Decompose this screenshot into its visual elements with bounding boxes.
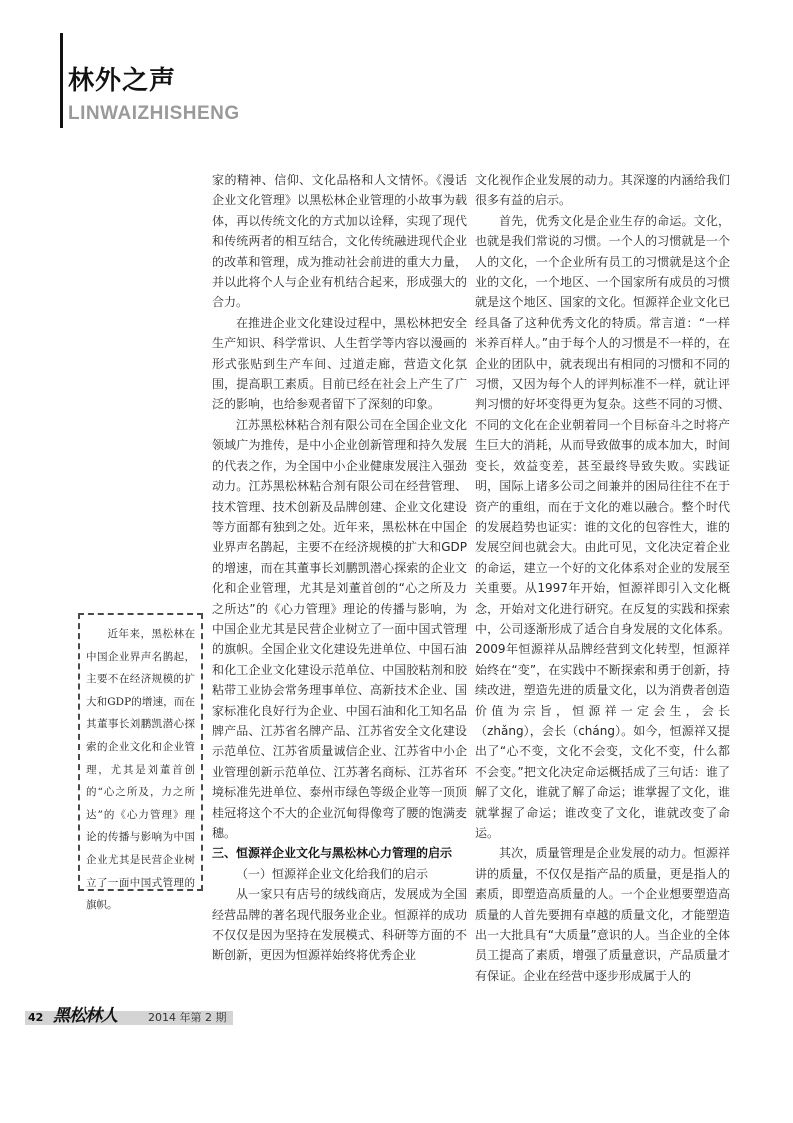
section-heading: 三、恒源祥企业文化与黑松林心力管理的启示 (212, 846, 453, 861)
page-number: 42 (28, 1011, 44, 1024)
section-subtitle: LINWAIZHISHENG (68, 103, 240, 124)
paragraph: 从一家只有店号的绒线商店，发展成为全国经营品牌的著名现代服务业企业。恒源祥的成功不仅仅是因为坚持在发展模式、科研等方面的不断创新，更因为恒源祥始终将优秀企业 (212, 887, 467, 963)
pull-quote (78, 613, 203, 912)
pull-quote-text: 近年来，黑松林在中国企业界声名鹊起，主要不在经济规模的扩大和GDP的增速，而在其董事长刘鹏凯潜心探索的企业文化和企业管理，尤其是刘董首创的“心之所及，力之所达”的《心力管理》理论的传播与影响为中国企业尤其是民营企业树立了一面中国式管理的旗帜。 (86, 628, 195, 912)
paragraph: 在推进企业文化建设过程中，黑松林把安全生产知识、科学常识、人生哲学等内容以漫画的形式张贴到生产车间、过道走廊，营造文化氛围，提高职工素质。目前已经在社会上产生了广泛的影响，也给参观者留下了深刻的印象。 (212, 315, 467, 412)
paragraph: 其次，质量管理是企业发展的动力。恒源祥讲的质量，不仅仅是指产品的质量，更是指人的素质，即塑造高质量的人。一个企业想要塑造高质量的人首先要拥有卓越的质量文化，才能塑造出一大批具有“大质量”意识的人。当企业的全体员工提高了素质，增强了质量意识，产品质量才有保证。企业在经营中逐步形成属于人的 (475, 846, 730, 983)
subsection-heading: （一）恒源祥企业文化给我们的启示 (236, 866, 429, 881)
article-column-left (212, 170, 467, 985)
article-column-right (475, 170, 730, 985)
paragraph: 文化视作企业发展的动力。其深邃的内涵给我们很多有益的启示。 (475, 173, 730, 208)
paragraph: 江苏黑松林粘合剂有限公司在全国企业文化领域广为推传，是中小企业创新管理和持久发展的代表之作，为全国中小企业健康发展注入强劲动力。江苏黑松林粘合剂有限公司在经营管理、技术管理、技术创新及品牌创建、企业文化建设等方面都有独到之处。近年来，黑松林在中国企业界声名鹊起，主要不在经济规模的扩大和GDP的增速，而在其董事长刘鹏凯潜心探索的企业文化和企业管理，尤其是刘董首创的“心之所及力之所达”的《心力管理》理论的传播与影响，为中国企业尤其是民营企业树立了一面中国式管理的旗帜。全国企业文化建设先进单位、中国石油和化工企业文化建设示范单位、中国胶粘剂和胶粘带工业协会常务理事单位、高新技术企业、国家标准化良好行为企业、中国石油和化工知名品牌产品、江苏省名牌产品、江苏省安全文化建设示范单位、江苏省质量诚信企业、江苏省中小企业管理创新示范单位、江苏著名商标、江苏省环境标准先进单位、泰州市绿色等级企业等一顶顶桂冠将这个不大的企业沉甸得像弯了腰的饱满麦穗。 (212, 417, 467, 840)
magazine-logo: 黑松林人 (53, 1006, 117, 1026)
section-header-bar (60, 33, 63, 128)
issue-label: 2014 年第 2 期 (148, 1011, 227, 1024)
paragraph: 首先，优秀文化是企业生存的命运。文化，也就是我们常说的习惯。一个人的习惯就是一个人的文化，一个企业所有员工的习惯就是这个企业的文化，一个地区、一个国家所有成员的习惯就是这个地区、国家的文化。恒源祥企业文化已经具备了这种优秀文化的特质。常言道：“一样米养百样人。”由于每个人的习惯是不一样的，在企业的团队中，就表现出有相同的习惯和不同的习惯，又因为每个人的评判标准不一样，就让评判习惯的好坏变得更为复杂。这些不同的习惯、不同的文化在企业朝着同一个目标奋斗之时将产生巨大的消耗，从而导致做事的成本加大，时间变长，效益变差，甚至最终导致失败。实践证明，国际上诸多公司之间兼并的困局往往不在于资产的重组，而在于文化的难以融合。整个时代的发展趋势也证实：谁的文化的包容性大，谁的发展空间也就会大。由此可见，文化决定着企业的命运，建立一个好的文化体系对企业的发展至关重要。从1997年开始，恒源祥即引入文化概念，开始对文化进行研究。在反复的实践和探索中，公司逐渐形成了适合自身发展的文化体系。2009年恒源祥从品牌经营到文化转型，恒源祥始终在“变”，在实践中不断探索和勇于创新，持续改进，塑造先进的质量文化，以为消费者创造价值为宗旨，恒源祥一定会生，会长（zhǎng），会长（cháng）。如今，恒源祥又提出了“心不变，文化不会变，文化不变，什么都不会变。”把文化决定命运概括成了三句话：谁了解了文化，谁就了解了命运；谁掌握了文化，谁就掌握了命运；谁改变了文化，谁就改变了命运。 (475, 213, 730, 840)
section-title: 林外之声 (68, 66, 177, 96)
paragraph: 家的精神、信仰、文化品格和人文情怀。《漫话企业文化管理》以黑松林企业管理的小故事为载体，再以传统文化的方式加以诠释，实现了现代和传统两者的相互结合，文化传统融进现代企业的改革和管理，成为推动社会前进的重大力量，并以此将个人与企业有机结合起来，形成强大的合力。 (212, 173, 467, 310)
